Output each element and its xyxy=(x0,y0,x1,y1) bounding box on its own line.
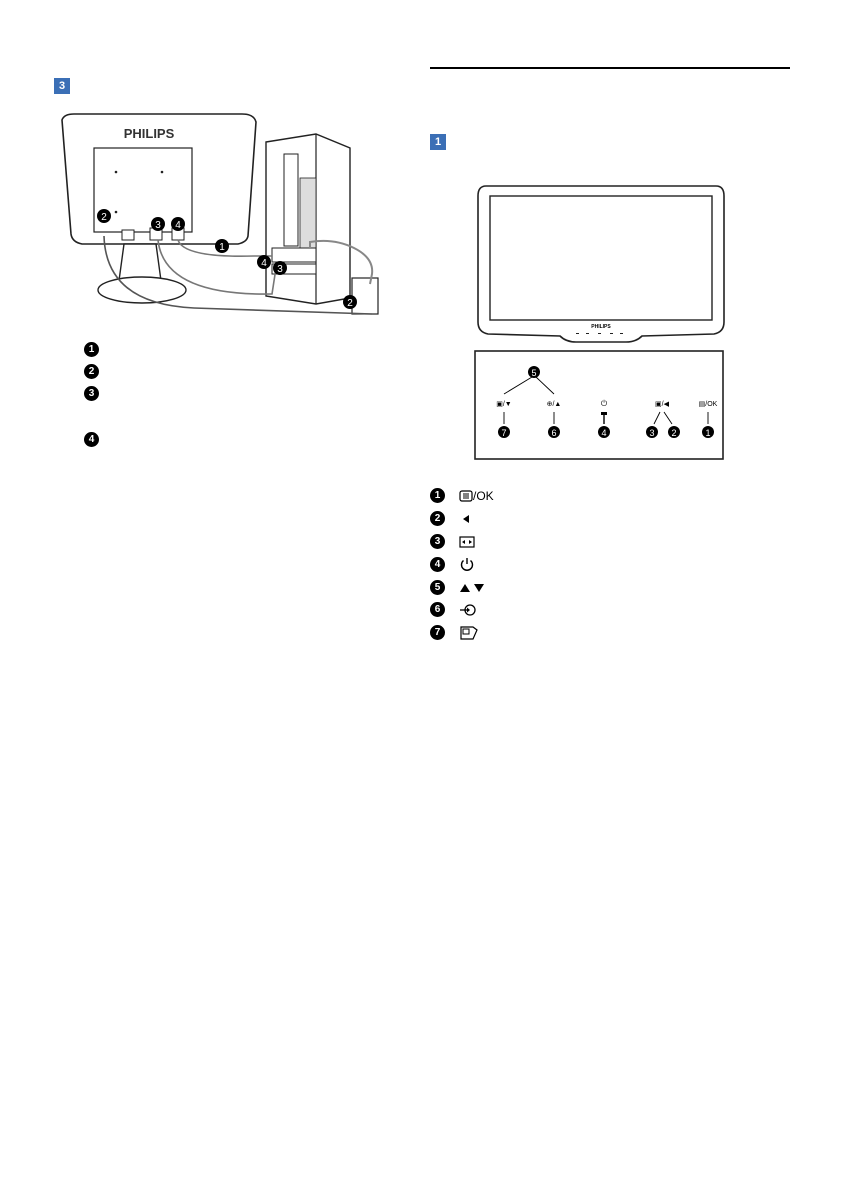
up-down-icon xyxy=(459,582,499,594)
menu-ok-text: /OK xyxy=(473,488,494,503)
svg-text:3: 3 xyxy=(155,220,161,231)
panel-callout-4 xyxy=(598,426,610,438)
legend-number: 4 xyxy=(430,557,445,572)
legend-item-2 xyxy=(430,511,499,526)
svg-text:3: 3 xyxy=(277,264,283,275)
left-arrow-icon xyxy=(459,513,499,525)
list-number-2: 2 xyxy=(84,364,99,379)
svg-text:3: 3 xyxy=(649,428,655,438)
input-icon xyxy=(459,603,499,617)
list-number-4: 4 xyxy=(84,432,99,447)
monitor-screen xyxy=(490,196,712,320)
legend-item-1 xyxy=(430,488,499,503)
panel-label-input-up: ⊕/▲ xyxy=(546,401,562,408)
svg-text:2: 2 xyxy=(101,212,107,223)
callout-3-pc xyxy=(273,261,287,275)
svg-text:7: 7 xyxy=(501,428,507,438)
section-rule xyxy=(430,67,790,69)
button-panel-zoom xyxy=(474,350,724,460)
panel-callout-6 xyxy=(548,426,560,438)
panel-callout-1 xyxy=(702,426,714,438)
panel-callout-2 xyxy=(668,426,680,438)
power-icon xyxy=(459,556,499,572)
legend-number: 6 xyxy=(430,602,445,617)
panel-callout-3 xyxy=(646,426,658,438)
svg-text:1: 1 xyxy=(705,428,711,438)
callout-4-pc xyxy=(257,255,271,269)
legend-number: 5 xyxy=(430,580,445,595)
callout-4 xyxy=(171,217,185,231)
svg-text:6: 6 xyxy=(551,428,557,438)
legend-item-7 xyxy=(430,625,499,640)
legend-number: 7 xyxy=(430,625,445,640)
callout-1 xyxy=(215,239,229,253)
panel-callout-5 xyxy=(528,366,540,378)
callout-2-outlet xyxy=(343,295,357,309)
auto-adjust-icon xyxy=(459,536,499,548)
step-badge-1: 1 xyxy=(430,134,446,150)
panel-label-left-arrow: ▣/◀ xyxy=(655,401,669,408)
panel-callout-7 xyxy=(498,426,510,438)
svg-text:2: 2 xyxy=(671,428,677,438)
svg-text:1: 1 xyxy=(219,242,225,253)
legend-item-4 xyxy=(430,556,499,572)
legend-item-5 xyxy=(430,580,499,595)
panel-label-power: ⏻ xyxy=(600,399,608,408)
smartimage-icon xyxy=(459,626,499,640)
svg-text:4: 4 xyxy=(261,258,267,269)
menu-ok-icon xyxy=(459,489,499,503)
diagram-brand: PHILIPS xyxy=(123,126,175,141)
callout-3 xyxy=(151,217,165,231)
svg-text:5: 5 xyxy=(531,368,537,378)
step-badge-3: 3 xyxy=(54,78,70,94)
legend-number: 2 xyxy=(430,511,445,526)
list-number-1: 1 xyxy=(84,342,99,357)
svg-text:2: 2 xyxy=(347,298,353,309)
monitor-logo: PHILIPS xyxy=(591,324,611,330)
legend-number: 1 xyxy=(430,488,445,503)
svg-text:4: 4 xyxy=(601,428,607,438)
monitor-front-illustration xyxy=(476,182,726,344)
list-number-3: 3 xyxy=(84,386,99,401)
callout-2 xyxy=(97,209,111,223)
legend-number: 3 xyxy=(430,534,445,549)
connection-diagram xyxy=(54,108,399,328)
panel-label-smart-down: ▣/▼ xyxy=(496,401,512,408)
legend-item-6 xyxy=(430,602,499,617)
svg-text:4: 4 xyxy=(175,220,181,231)
legend-item-3 xyxy=(430,534,499,549)
panel-label-menu-ok: ▤/OK xyxy=(698,401,718,408)
